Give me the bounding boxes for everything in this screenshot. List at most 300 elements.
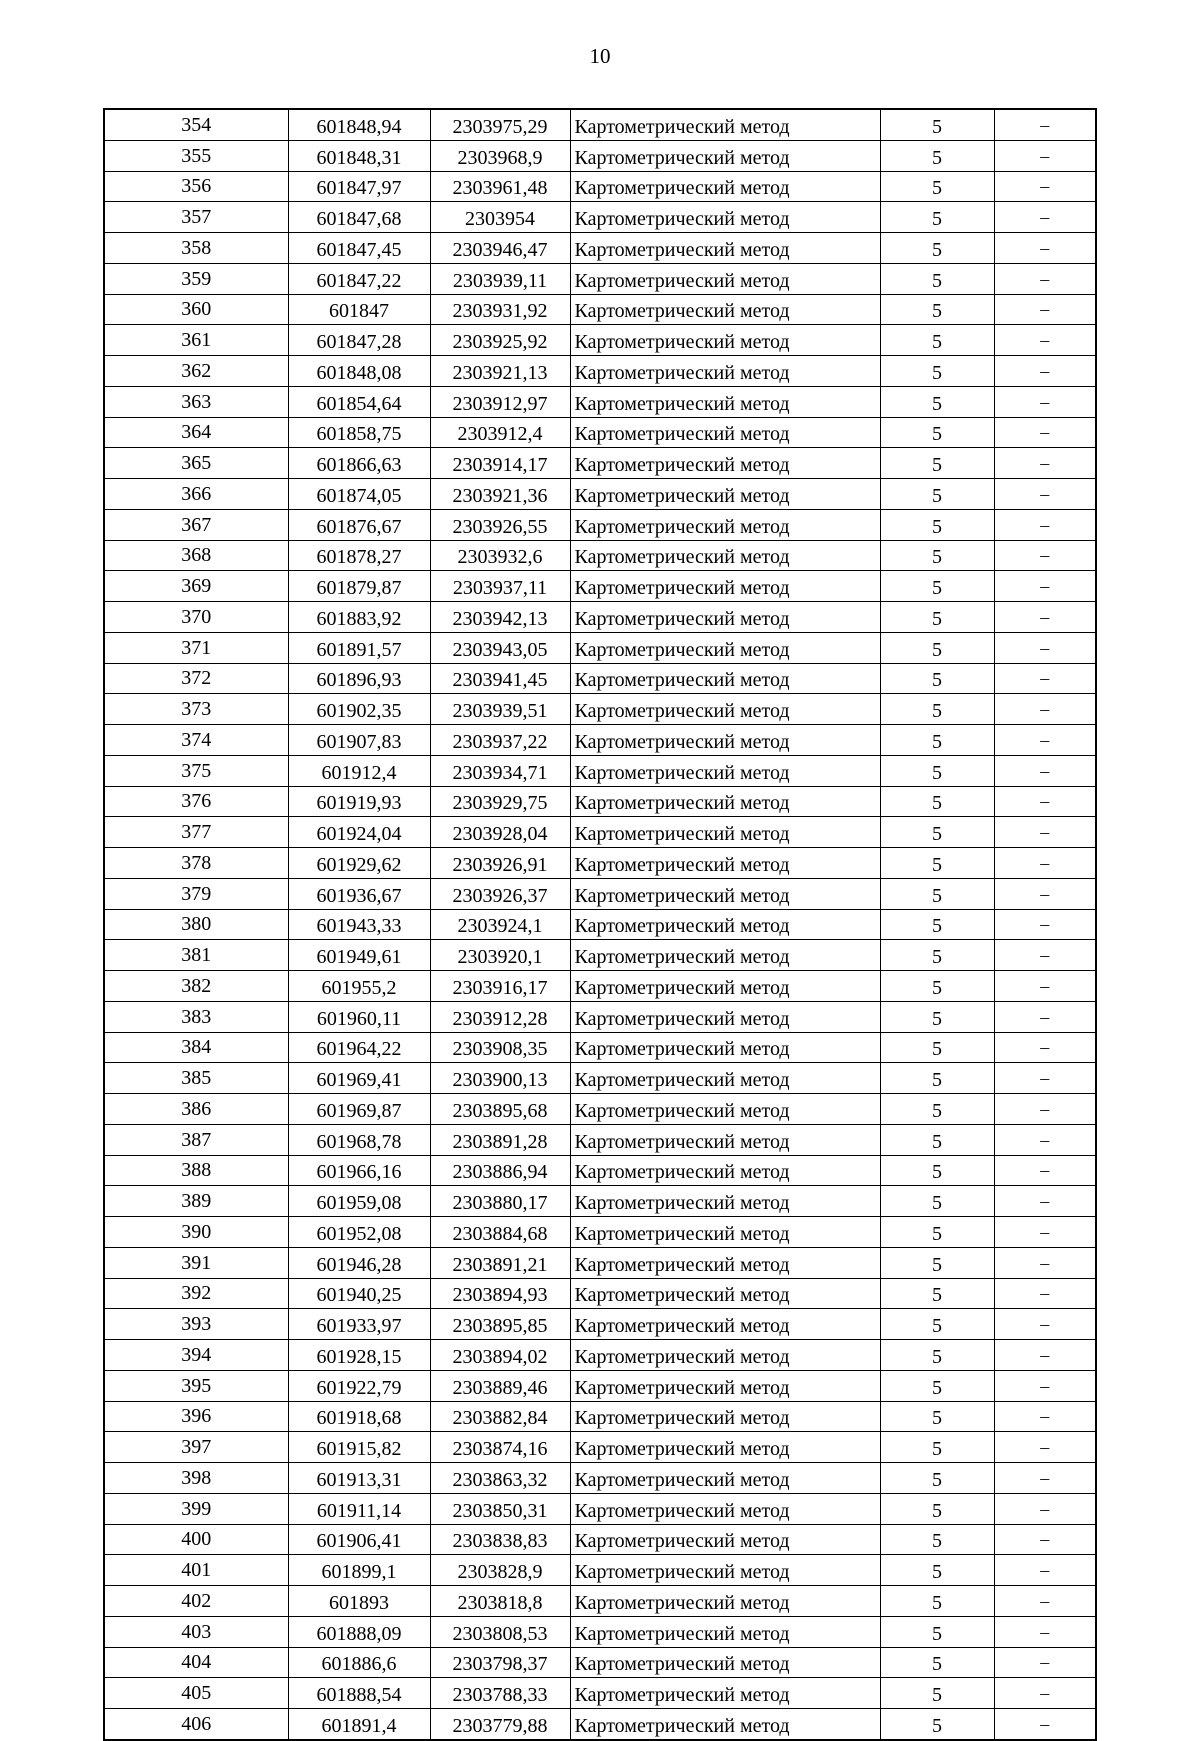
point-number-cell: 396 — [104, 1401, 288, 1432]
accuracy-cell: 5 — [880, 971, 994, 1002]
point-number-cell: 401 — [104, 1555, 288, 1586]
accuracy-cell: 5 — [880, 878, 994, 909]
x-coordinate-cell: 601907,83 — [288, 725, 430, 756]
accuracy-cell: 5 — [880, 1463, 994, 1494]
y-coordinate-cell: 2303941,45 — [430, 663, 570, 694]
y-coordinate-cell: 2303914,17 — [430, 448, 570, 479]
accuracy-cell: 5 — [880, 1278, 994, 1309]
method-cell: Картометрический метод — [570, 1493, 880, 1524]
method-cell: Картометрический метод — [570, 1616, 880, 1647]
y-coordinate-cell: 2303928,04 — [430, 817, 570, 848]
description-cell: – — [994, 848, 1096, 879]
x-coordinate-cell: 601922,79 — [288, 1370, 430, 1401]
x-coordinate-cell: 601847,68 — [288, 202, 430, 233]
x-coordinate-cell: 601943,33 — [288, 909, 430, 940]
accuracy-cell: 5 — [880, 417, 994, 448]
accuracy-cell: 5 — [880, 1032, 994, 1063]
coordinates-table-body — [104, 109, 1096, 1740]
method-cell: Картометрический метод — [570, 540, 880, 571]
x-coordinate-cell: 601893 — [288, 1586, 430, 1617]
method-cell: Картометрический метод — [570, 1432, 880, 1463]
description-cell: – — [994, 817, 1096, 848]
x-coordinate-cell: 601906,41 — [288, 1524, 430, 1555]
y-coordinate-cell: 2303912,97 — [430, 386, 570, 417]
x-coordinate-cell: 601891,4 — [288, 1709, 430, 1740]
method-cell: Картометрический метод — [570, 1463, 880, 1494]
y-coordinate-cell: 2303937,11 — [430, 571, 570, 602]
point-number-cell: 368 — [104, 540, 288, 571]
y-coordinate-cell: 2303942,13 — [430, 602, 570, 633]
description-cell: – — [994, 417, 1096, 448]
table-row — [104, 1493, 1096, 1524]
y-coordinate-cell: 2303921,36 — [430, 479, 570, 510]
method-cell: Картометрический метод — [570, 971, 880, 1002]
table-row — [104, 1709, 1096, 1740]
method-cell: Картометрический метод — [570, 417, 880, 448]
table-row — [104, 909, 1096, 940]
description-cell: – — [994, 263, 1096, 294]
accuracy-cell: 5 — [880, 1401, 994, 1432]
table-row — [104, 694, 1096, 725]
method-cell: Картометрический метод — [570, 1247, 880, 1278]
description-cell: – — [994, 755, 1096, 786]
point-number-cell: 390 — [104, 1217, 288, 1248]
x-coordinate-cell: 601888,54 — [288, 1678, 430, 1709]
point-number-cell: 395 — [104, 1370, 288, 1401]
point-number-cell: 367 — [104, 509, 288, 540]
description-cell: – — [994, 171, 1096, 202]
table-row — [104, 878, 1096, 909]
method-cell: Картометрический метод — [570, 602, 880, 633]
y-coordinate-cell: 2303779,88 — [430, 1709, 570, 1740]
description-cell: – — [994, 1493, 1096, 1524]
method-cell: Картометрический метод — [570, 448, 880, 479]
accuracy-cell: 5 — [880, 140, 994, 171]
y-coordinate-cell: 2303818,8 — [430, 1586, 570, 1617]
y-coordinate-cell: 2303921,13 — [430, 356, 570, 387]
description-cell: – — [994, 1524, 1096, 1555]
method-cell: Картометрический метод — [570, 786, 880, 817]
description-cell: – — [994, 540, 1096, 571]
y-coordinate-cell: 2303886,94 — [430, 1155, 570, 1186]
method-cell: Картометрический метод — [570, 140, 880, 171]
method-cell: Картометрический метод — [570, 1309, 880, 1340]
table-row — [104, 1432, 1096, 1463]
description-cell: – — [994, 356, 1096, 387]
accuracy-cell: 5 — [880, 479, 994, 510]
table-row — [104, 1370, 1096, 1401]
x-coordinate-cell: 601902,35 — [288, 694, 430, 725]
y-coordinate-cell: 2303912,28 — [430, 1001, 570, 1032]
table-row — [104, 263, 1096, 294]
point-number-cell: 356 — [104, 171, 288, 202]
x-coordinate-cell: 601896,93 — [288, 663, 430, 694]
description-cell: – — [994, 1432, 1096, 1463]
accuracy-cell: 5 — [880, 448, 994, 479]
table-row — [104, 540, 1096, 571]
accuracy-cell: 5 — [880, 1493, 994, 1524]
y-coordinate-cell: 2303954 — [430, 202, 570, 233]
point-number-cell: 372 — [104, 663, 288, 694]
coordinates-table — [103, 108, 1097, 1741]
table-row — [104, 202, 1096, 233]
accuracy-cell: 5 — [880, 602, 994, 633]
table-row — [104, 109, 1096, 140]
method-cell: Картометрический метод — [570, 878, 880, 909]
x-coordinate-cell: 601879,87 — [288, 571, 430, 602]
x-coordinate-cell: 601969,87 — [288, 1094, 430, 1125]
accuracy-cell: 5 — [880, 1709, 994, 1740]
description-cell: – — [994, 325, 1096, 356]
description-cell: – — [994, 1094, 1096, 1125]
page-number: 10 — [589, 44, 611, 68]
point-number-cell: 366 — [104, 479, 288, 510]
accuracy-cell: 5 — [880, 1186, 994, 1217]
method-cell: Картометрический метод — [570, 263, 880, 294]
description-cell: – — [994, 1401, 1096, 1432]
method-cell: Картометрический метод — [570, 202, 880, 233]
table-row — [104, 1186, 1096, 1217]
method-cell: Картометрический метод — [570, 1678, 880, 1709]
point-number-cell: 404 — [104, 1647, 288, 1678]
description-cell: – — [994, 1370, 1096, 1401]
description-cell: – — [994, 1555, 1096, 1586]
table-row — [104, 294, 1096, 325]
point-number-cell: 375 — [104, 755, 288, 786]
table-row — [104, 786, 1096, 817]
description-cell: – — [994, 1309, 1096, 1340]
description-cell: – — [994, 1586, 1096, 1617]
method-cell: Картометрический метод — [570, 1001, 880, 1032]
accuracy-cell: 5 — [880, 817, 994, 848]
method-cell: Картометрический метод — [570, 386, 880, 417]
method-cell: Картометрический метод — [570, 1555, 880, 1586]
description-cell: – — [994, 202, 1096, 233]
method-cell: Картометрический метод — [570, 1370, 880, 1401]
table-row — [104, 509, 1096, 540]
table-row — [104, 1586, 1096, 1617]
accuracy-cell: 5 — [880, 263, 994, 294]
point-number-cell: 365 — [104, 448, 288, 479]
table-row — [104, 1094, 1096, 1125]
point-number-cell: 402 — [104, 1586, 288, 1617]
accuracy-cell: 5 — [880, 1247, 994, 1278]
y-coordinate-cell: 2303937,22 — [430, 725, 570, 756]
description-cell: – — [994, 1463, 1096, 1494]
description-cell: – — [994, 1678, 1096, 1709]
method-cell: Картометрический метод — [570, 479, 880, 510]
y-coordinate-cell: 2303925,92 — [430, 325, 570, 356]
y-coordinate-cell: 2303929,75 — [430, 786, 570, 817]
method-cell: Картометрический метод — [570, 171, 880, 202]
point-number-cell: 383 — [104, 1001, 288, 1032]
y-coordinate-cell: 2303808,53 — [430, 1616, 570, 1647]
point-number-cell: 358 — [104, 233, 288, 264]
accuracy-cell: 5 — [880, 909, 994, 940]
y-coordinate-cell: 2303880,17 — [430, 1186, 570, 1217]
y-coordinate-cell: 2303926,91 — [430, 848, 570, 879]
table-row — [104, 725, 1096, 756]
x-coordinate-cell: 601964,22 — [288, 1032, 430, 1063]
method-cell: Картометрический метод — [570, 1094, 880, 1125]
method-cell: Картометрический метод — [570, 663, 880, 694]
point-number-cell: 369 — [104, 571, 288, 602]
accuracy-cell: 5 — [880, 1001, 994, 1032]
table-row — [104, 971, 1096, 1002]
accuracy-cell: 5 — [880, 325, 994, 356]
y-coordinate-cell: 2303939,51 — [430, 694, 570, 725]
description-cell: – — [994, 1616, 1096, 1647]
table-row — [104, 940, 1096, 971]
method-cell: Картометрический метод — [570, 1647, 880, 1678]
table-row — [104, 1124, 1096, 1155]
table-row — [104, 1678, 1096, 1709]
method-cell: Картометрический метод — [570, 1709, 880, 1740]
x-coordinate-cell: 601968,78 — [288, 1124, 430, 1155]
x-coordinate-cell: 601966,16 — [288, 1155, 430, 1186]
x-coordinate-cell: 601878,27 — [288, 540, 430, 571]
y-coordinate-cell: 2303891,21 — [430, 1247, 570, 1278]
point-number-cell: 357 — [104, 202, 288, 233]
y-coordinate-cell: 2303934,71 — [430, 755, 570, 786]
table-row — [104, 448, 1096, 479]
y-coordinate-cell: 2303931,92 — [430, 294, 570, 325]
accuracy-cell: 5 — [880, 571, 994, 602]
description-cell: – — [994, 479, 1096, 510]
table-row — [104, 140, 1096, 171]
description-cell: – — [994, 1001, 1096, 1032]
y-coordinate-cell: 2303895,85 — [430, 1309, 570, 1340]
point-number-cell: 359 — [104, 263, 288, 294]
accuracy-cell: 5 — [880, 848, 994, 879]
description-cell: – — [994, 140, 1096, 171]
y-coordinate-cell: 2303894,02 — [430, 1340, 570, 1371]
y-coordinate-cell: 2303975,29 — [430, 109, 570, 140]
method-cell: Картометрический метод — [570, 1217, 880, 1248]
x-coordinate-cell: 601886,6 — [288, 1647, 430, 1678]
description-cell: – — [994, 602, 1096, 633]
description-cell: – — [994, 294, 1096, 325]
description-cell: – — [994, 1063, 1096, 1094]
accuracy-cell: 5 — [880, 1555, 994, 1586]
method-cell: Картометрический метод — [570, 294, 880, 325]
point-number-cell: 391 — [104, 1247, 288, 1278]
x-coordinate-cell: 601915,82 — [288, 1432, 430, 1463]
accuracy-cell: 5 — [880, 1309, 994, 1340]
x-coordinate-cell: 601955,2 — [288, 971, 430, 1002]
point-number-cell: 381 — [104, 940, 288, 971]
accuracy-cell: 5 — [880, 1155, 994, 1186]
method-cell: Картометрический метод — [570, 509, 880, 540]
table-row — [104, 632, 1096, 663]
x-coordinate-cell: 601946,28 — [288, 1247, 430, 1278]
table-row — [104, 1647, 1096, 1678]
point-number-cell: 378 — [104, 848, 288, 879]
accuracy-cell: 5 — [880, 109, 994, 140]
point-number-cell: 379 — [104, 878, 288, 909]
point-number-cell: 389 — [104, 1186, 288, 1217]
description-cell: – — [994, 1124, 1096, 1155]
table-row — [104, 1001, 1096, 1032]
point-number-cell: 371 — [104, 632, 288, 663]
y-coordinate-cell: 2303926,37 — [430, 878, 570, 909]
x-coordinate-cell: 601847,45 — [288, 233, 430, 264]
y-coordinate-cell: 2303874,16 — [430, 1432, 570, 1463]
point-number-cell: 386 — [104, 1094, 288, 1125]
y-coordinate-cell: 2303863,32 — [430, 1463, 570, 1494]
y-coordinate-cell: 2303788,33 — [430, 1678, 570, 1709]
accuracy-cell: 5 — [880, 1432, 994, 1463]
accuracy-cell: 5 — [880, 1094, 994, 1125]
table-row — [104, 848, 1096, 879]
accuracy-cell: 5 — [880, 386, 994, 417]
table-row — [104, 1032, 1096, 1063]
accuracy-cell: 5 — [880, 1063, 994, 1094]
x-coordinate-cell: 601940,25 — [288, 1278, 430, 1309]
point-number-cell: 355 — [104, 140, 288, 171]
accuracy-cell: 5 — [880, 1370, 994, 1401]
table-row — [104, 1463, 1096, 1494]
description-cell: – — [994, 940, 1096, 971]
accuracy-cell: 5 — [880, 663, 994, 694]
x-coordinate-cell: 601876,67 — [288, 509, 430, 540]
table-row — [104, 602, 1096, 633]
method-cell: Картометрический метод — [570, 848, 880, 879]
y-coordinate-cell: 2303968,9 — [430, 140, 570, 171]
table-row — [104, 571, 1096, 602]
x-coordinate-cell: 601899,1 — [288, 1555, 430, 1586]
x-coordinate-cell: 601874,05 — [288, 479, 430, 510]
x-coordinate-cell: 601919,93 — [288, 786, 430, 817]
point-number-cell: 400 — [104, 1524, 288, 1555]
table-row — [104, 1309, 1096, 1340]
description-cell: – — [994, 971, 1096, 1002]
description-cell: – — [994, 233, 1096, 264]
x-coordinate-cell: 601848,94 — [288, 109, 430, 140]
x-coordinate-cell: 601888,09 — [288, 1616, 430, 1647]
description-cell: – — [994, 509, 1096, 540]
y-coordinate-cell: 2303908,35 — [430, 1032, 570, 1063]
description-cell: – — [994, 1247, 1096, 1278]
description-cell: – — [994, 1647, 1096, 1678]
method-cell: Картометрический метод — [570, 571, 880, 602]
table-row — [104, 1155, 1096, 1186]
y-coordinate-cell: 2303932,6 — [430, 540, 570, 571]
point-number-cell: 393 — [104, 1309, 288, 1340]
point-number-cell: 384 — [104, 1032, 288, 1063]
description-cell: – — [994, 663, 1096, 694]
accuracy-cell: 5 — [880, 786, 994, 817]
x-coordinate-cell: 601883,92 — [288, 602, 430, 633]
accuracy-cell: 5 — [880, 1616, 994, 1647]
method-cell: Картометрический метод — [570, 694, 880, 725]
point-number-cell: 394 — [104, 1340, 288, 1371]
description-cell: – — [994, 1278, 1096, 1309]
y-coordinate-cell: 2303894,93 — [430, 1278, 570, 1309]
method-cell: Картометрический метод — [570, 1586, 880, 1617]
method-cell: Картометрический метод — [570, 725, 880, 756]
table-row — [104, 356, 1096, 387]
y-coordinate-cell: 2303924,1 — [430, 909, 570, 940]
table-row — [104, 663, 1096, 694]
method-cell: Картометрический метод — [570, 1524, 880, 1555]
x-coordinate-cell: 601960,11 — [288, 1001, 430, 1032]
description-cell: – — [994, 1340, 1096, 1371]
accuracy-cell: 5 — [880, 725, 994, 756]
table-row — [104, 817, 1096, 848]
method-cell: Картометрический метод — [570, 1063, 880, 1094]
y-coordinate-cell: 2303900,13 — [430, 1063, 570, 1094]
point-number-cell: 370 — [104, 602, 288, 633]
method-cell: Картометрический метод — [570, 1278, 880, 1309]
accuracy-cell: 5 — [880, 694, 994, 725]
accuracy-cell: 5 — [880, 1647, 994, 1678]
x-coordinate-cell: 601936,67 — [288, 878, 430, 909]
x-coordinate-cell: 601847 — [288, 294, 430, 325]
point-number-cell: 360 — [104, 294, 288, 325]
accuracy-cell: 5 — [880, 509, 994, 540]
accuracy-cell: 5 — [880, 1524, 994, 1555]
x-coordinate-cell: 601847,97 — [288, 171, 430, 202]
y-coordinate-cell: 2303889,46 — [430, 1370, 570, 1401]
accuracy-cell: 5 — [880, 233, 994, 264]
x-coordinate-cell: 601858,75 — [288, 417, 430, 448]
description-cell: – — [994, 448, 1096, 479]
x-coordinate-cell: 601949,61 — [288, 940, 430, 971]
point-number-cell: 374 — [104, 725, 288, 756]
description-cell: – — [994, 1217, 1096, 1248]
method-cell: Картометрический метод — [570, 1155, 880, 1186]
y-coordinate-cell: 2303850,31 — [430, 1493, 570, 1524]
x-coordinate-cell: 601913,31 — [288, 1463, 430, 1494]
accuracy-cell: 5 — [880, 940, 994, 971]
table-row — [104, 1340, 1096, 1371]
x-coordinate-cell: 601911,14 — [288, 1493, 430, 1524]
description-cell: – — [994, 109, 1096, 140]
accuracy-cell: 5 — [880, 1217, 994, 1248]
description-cell: – — [994, 909, 1096, 940]
table-row — [104, 1401, 1096, 1432]
point-number-cell: 373 — [104, 694, 288, 725]
method-cell: Картометрический метод — [570, 1340, 880, 1371]
table-row — [104, 1278, 1096, 1309]
method-cell: Картометрический метод — [570, 109, 880, 140]
accuracy-cell: 5 — [880, 755, 994, 786]
y-coordinate-cell: 2303943,05 — [430, 632, 570, 663]
method-cell: Картометрический метод — [570, 817, 880, 848]
description-cell: – — [994, 725, 1096, 756]
point-number-cell: 364 — [104, 417, 288, 448]
point-number-cell: 397 — [104, 1432, 288, 1463]
x-coordinate-cell: 601959,08 — [288, 1186, 430, 1217]
table-row — [104, 1247, 1096, 1278]
accuracy-cell: 5 — [880, 356, 994, 387]
description-cell: – — [994, 878, 1096, 909]
table-row — [104, 755, 1096, 786]
x-coordinate-cell: 601912,4 — [288, 755, 430, 786]
y-coordinate-cell: 2303884,68 — [430, 1217, 570, 1248]
description-cell: – — [994, 786, 1096, 817]
accuracy-cell: 5 — [880, 294, 994, 325]
description-cell: – — [994, 1186, 1096, 1217]
x-coordinate-cell: 601918,68 — [288, 1401, 430, 1432]
accuracy-cell: 5 — [880, 1586, 994, 1617]
table-row — [104, 1217, 1096, 1248]
point-number-cell: 399 — [104, 1493, 288, 1524]
y-coordinate-cell: 2303961,48 — [430, 171, 570, 202]
point-number-cell: 362 — [104, 356, 288, 387]
y-coordinate-cell: 2303882,84 — [430, 1401, 570, 1432]
